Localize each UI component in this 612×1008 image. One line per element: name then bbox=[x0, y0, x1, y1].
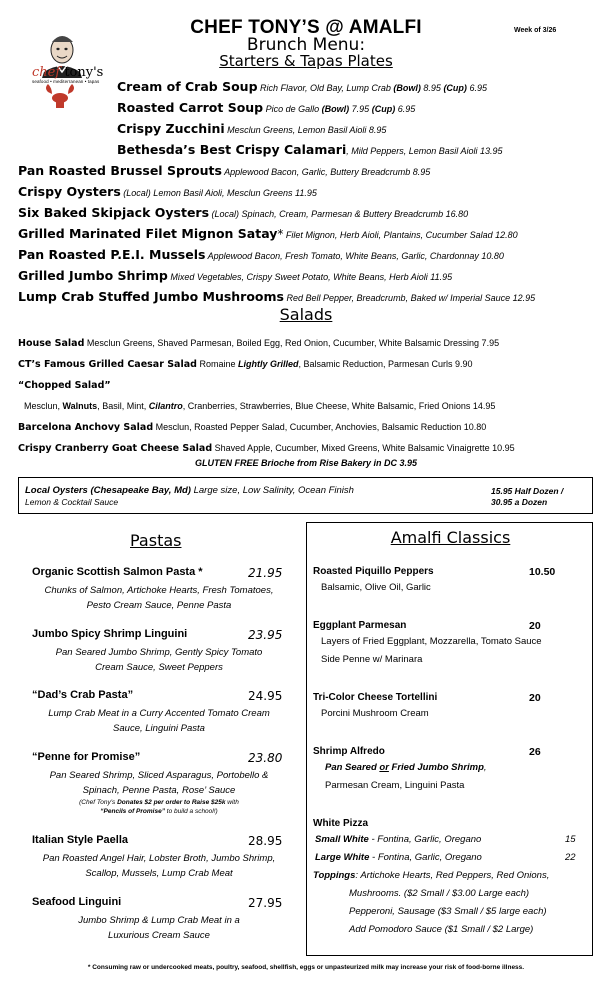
salad-item: House Salad Mesclun Greens, Shaved Parmesan, Boiled Egg, Red Onion, Cucumber, White Balsamic Dressing 7.95 bbox=[18, 338, 500, 349]
oyster-box bbox=[18, 477, 593, 514]
logo-name-part2: tony's bbox=[64, 65, 104, 80]
pasta-item: Italian Style Paella 28.95 Pan Roasted Angel Hair, Lobster Broth, Jumbo Shrimp, Scallop, Mussels, Lump Crab Meat bbox=[32, 834, 283, 879]
starter-item: Bethesda’s Best Crispy Calamari, Mild Peppers, Lemon Basil Aioli 13.95 bbox=[117, 142, 503, 157]
pasta-item: “Penne for Promise” 23.80 Pan Seared Shrimp, Sliced Asparagus, Portobello & Spinach, Penne Pasta, Rose’ Sauce (Chef Tony’s Donates $2 per order to Raise $25k with “Pencils of Promise” to build a school!) bbox=[18, 751, 300, 816]
week-label: Week of 3/26 bbox=[514, 27, 557, 34]
starter-item: Roasted Carrot Soup Pico de Gallo (Bowl) 7.95 (Cup) 6.95 bbox=[117, 100, 416, 115]
amalfi-classics-box bbox=[306, 522, 593, 956]
starter-item: Grilled Jumbo Shrimp Mixed Vegetables, Crispy Sweet Potato, White Beans, Herb Aioli 11.95 bbox=[18, 268, 453, 283]
starter-item: Six Baked Skipjack Oysters (Local) Spinach, Cream, Parmesan & Buttery Breadcrumb 16.80 bbox=[18, 205, 469, 220]
section-title-pastas: Pastas bbox=[130, 531, 182, 550]
pasta-item: Jumbo Spicy Shrimp Linguini 23.95 Pan Seared Jumbo Shrimp, Gently Spicy Tomato Cream Sauce, Sweet Peppers bbox=[32, 628, 283, 673]
pizza-large: Large White - Fontina, Garlic, Oregano 22 bbox=[315, 852, 576, 863]
logo-name-part1: chef bbox=[32, 65, 61, 80]
salad-item: “Chopped Salad” bbox=[18, 380, 111, 391]
section-title-starters: Starters & Tapas Plates bbox=[219, 52, 393, 70]
pasta-charity-note: (Chef Tony’s Donates $2 per order to Raise $25k with “Pencils of Promise” to build a school!) bbox=[79, 799, 239, 815]
logo-tagline: seafood • mediterranean • tapas bbox=[32, 79, 100, 84]
starter-item: Crispy Zucchini Mesclun Greens, Lemon Basil Aioli 8.95 bbox=[117, 121, 387, 136]
starter-item: Cream of Crab Soup Rich Flavor, Old Bay, Lump Crab (Bowl) 8.95 (Cup) 6.95 bbox=[117, 79, 487, 94]
salad-item: Crispy Cranberry Goat Cheese Salad Shaved Apple, Cucumber, Mixed Greens, White Balsamic Vinaigrette 10.95 bbox=[18, 443, 515, 454]
salad-item-description: Mesclun, Walnuts, Basil, Mint, Cilantro, Cranberries, Strawberries, Blue Cheese, White Balsamic, Fried Onions 14.95 bbox=[24, 401, 496, 411]
menu-subtitle: Brunch Menu: bbox=[246, 35, 366, 55]
classic-item: Shrimp Alfredo 26 Pan Seared or Fried Jumbo Shrimp, Parmesan Cream, Linguini Pasta bbox=[313, 746, 541, 791]
pizza-toppings: Toppings: Artichoke Hearts, Red Peppers, Red Onions, bbox=[313, 870, 550, 881]
gluten-free-note: GLUTEN FREE Brioche from Rise Bakery in DC 3.95 bbox=[194, 458, 418, 468]
salad-item: Barcelona Anchovy Salad Mesclun, Roasted Pepper Salad, Cucumber, Anchovies, Balsamic Reduction 10.80 bbox=[18, 422, 487, 433]
oyster-desc: Lemon & Cocktail Sauce bbox=[25, 497, 119, 507]
classic-item-pizza: White Pizza Small White - Fontina, Garlic, Oregano 15 Large White - Fontina, Garlic, Oregano 22 Toppings: Artichoke Hearts, Red Peppers, Red Onions, Mushrooms. ($2 Small / $3.00 Large each) Pepperoni, Sausage ($3 Small / $5 large each) Add Pomodoro Sauce ($1 Small / $2 Large) bbox=[313, 818, 589, 939]
classic-item: Eggplant Parmesan 20 Layers of Fried Eggplant, Mozzarella, Tomato Sauce Side Penne w/ Marinara bbox=[313, 620, 542, 665]
pasta-item: Organic Scottish Salmon Pasta * 21.95 Chunks of Salmon, Artichoke Hearts, Fresh Tomatoes, Pesto Cream Sauce, Penne Pasta bbox=[32, 566, 283, 611]
starter-item: Pan Roasted Brussel Sprouts Applewood Bacon, Garlic, Buttery Breadcrumb 8.95 bbox=[18, 163, 431, 178]
starter-item: Lump Crab Stuffed Jumbo Mushrooms Red Bell Pepper, Breadcrumb, Baked w/ Imperial Sauce 12.95 bbox=[18, 289, 536, 304]
starter-item: Crispy Oysters (Local) Lemon Basil Aioli, Mesclun Greens 11.95 bbox=[18, 184, 317, 199]
logo-wordmark bbox=[32, 66, 112, 85]
classic-item: Tri-Color Cheese Tortellini 20 Porcini Mushroom Cream bbox=[313, 692, 541, 719]
oyster-title: Local Oysters (Chesapeake Bay, Md) Large size, Low Salinity, Ocean Finish bbox=[25, 485, 354, 496]
footer-disclaimer: * Consuming raw or undercooked meats, poultry, seafood, shellfish, eggs or unpasteurized milk may increase your risk of food-borne illness. bbox=[87, 964, 525, 971]
pizza-small: Small White - Fontina, Garlic, Oregano 15 bbox=[315, 834, 576, 845]
pasta-item: Seafood Linguini 27.95 Jumbo Shrimp & Lump Crab Meat in a Luxurious Cream Sauce bbox=[32, 896, 283, 941]
pasta-item: “Dad’s Crab Pasta” 24.95 Lump Crab Meat in a Curry Accented Tomato Cream Sauce, Linguini Pasta bbox=[32, 689, 283, 734]
classic-item: Roasted Piquillo Peppers 10.50 Balsamic, Olive Oil, Garlic bbox=[313, 566, 556, 593]
restaurant-title: CHEF TONY’S @ AMALFI bbox=[190, 17, 422, 38]
starter-item: Grilled Marinated Filet Mignon Satay* Filet Mignon, Herb Aioli, Plantains, Cucumber Salad 12.80 bbox=[18, 226, 518, 241]
section-title-classics: Amalfi Classics bbox=[390, 528, 511, 547]
oyster-price: 15.95 Half Dozen / 30.95 a Dozen bbox=[491, 486, 564, 507]
section-title-salads: Salads bbox=[279, 305, 333, 324]
starter-item: Pan Roasted P.E.I. Mussels Applewood Bacon, Fresh Tomato, White Beans, Garlic, Chardonnay 10.80 bbox=[18, 247, 504, 262]
salad-item: CT’s Famous Grilled Caesar Salad Romaine Lightly Grilled, Balsamic Reduction, Parmesan Curls 9.90 bbox=[18, 359, 473, 370]
